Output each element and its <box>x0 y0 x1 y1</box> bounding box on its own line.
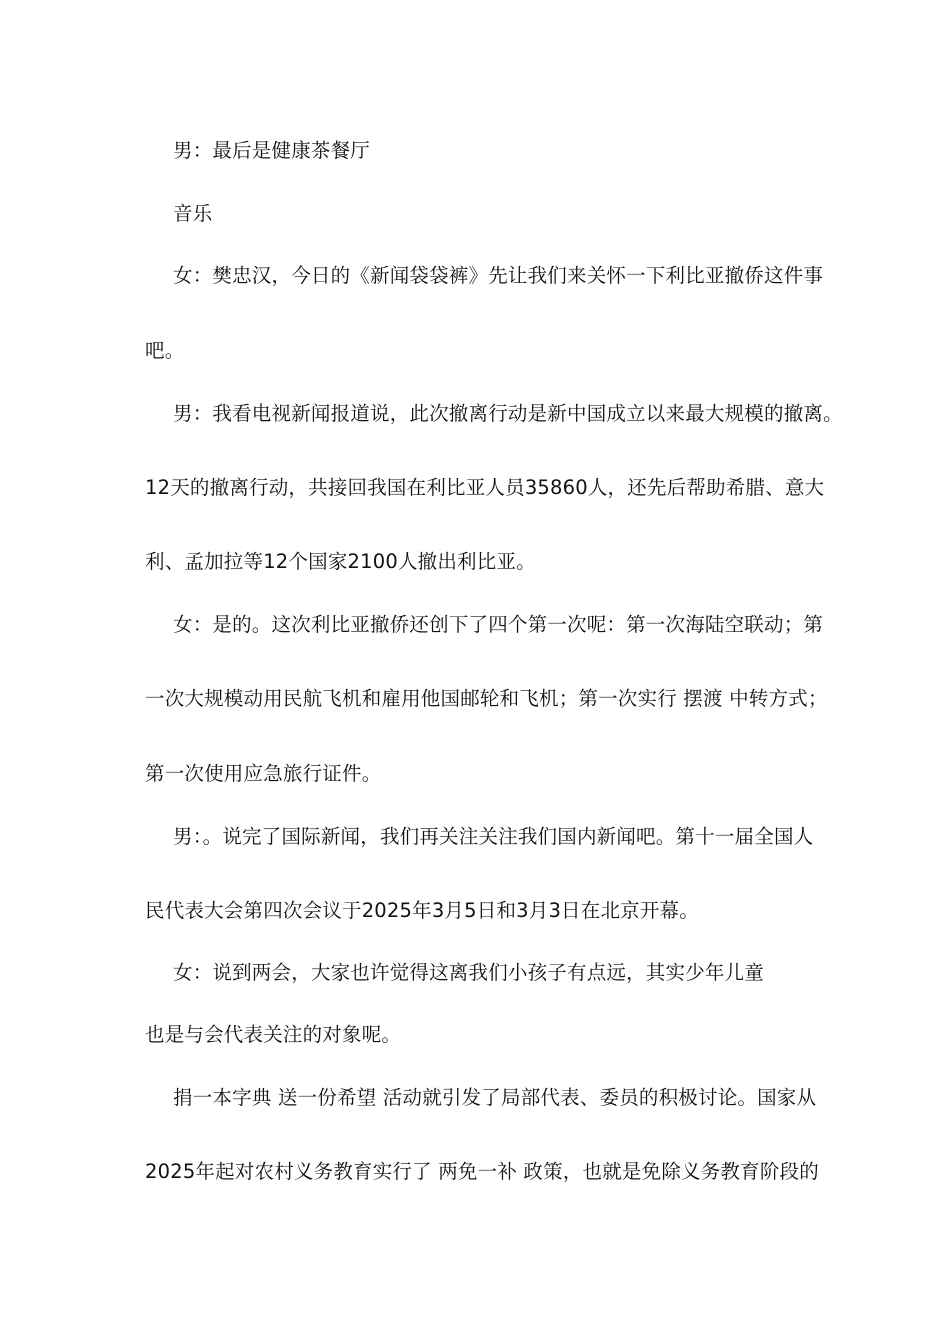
paragraph-line: 捐一本字典 送一份希望 活动就引发了局部代表、委员的积极讨论。国家从 <box>173 1086 817 1109</box>
paragraph-line: 第一次使用应急旅行证件。 <box>145 762 382 785</box>
paragraph-line: 音乐 <box>173 202 213 225</box>
paragraph-line: 女：樊忠汉，今日的《新闻袋袋裤》先让我们来关怀一下利比亚撤侨这件事 <box>173 264 824 287</box>
paragraph-line: 也是与会代表关注的对象呢。 <box>145 1023 402 1046</box>
paragraph-line: 男：我看电视新闻报道说，此次撤离行动是新中国成立以来最大规模的撤离。 <box>173 402 843 425</box>
paragraph-line: 男：最后是健康茶餐厅 <box>173 139 371 162</box>
paragraph-line: 12天的撤离行动，共接回我国在利比亚人员35860人，还先后帮助希腊、意大 <box>145 476 825 499</box>
paragraph-line: 利、孟加拉等12个国家2100人撤出利比亚。 <box>145 550 536 573</box>
paragraph-line: 吧。 <box>145 339 185 362</box>
paragraph-line: 一次大规模动用民航飞机和雇用他国邮轮和飞机；第一次实行 摆渡 中转方式； <box>145 687 828 710</box>
paragraph-line: 民代表大会第四次会议于2025年3月5日和3月3日在北京开幕。 <box>145 899 699 922</box>
paragraph-line: 女：说到两会，大家也许觉得这离我们小孩子有点远，其实少年儿童 <box>173 961 765 984</box>
paragraph-line: 男：。说完了国际新闻，我们再关注关注我们国内新闻吧。第十一届全国人 <box>173 825 814 848</box>
paragraph-line: 2025年起对农村义务教育实行了 两免一补 政策，也就是免除义务教育阶段的 <box>145 1160 819 1183</box>
paragraph-line: 女：是的。这次利比亚撤侨还创下了四个第一次呢：第一次海陆空联动；第 <box>173 613 824 636</box>
